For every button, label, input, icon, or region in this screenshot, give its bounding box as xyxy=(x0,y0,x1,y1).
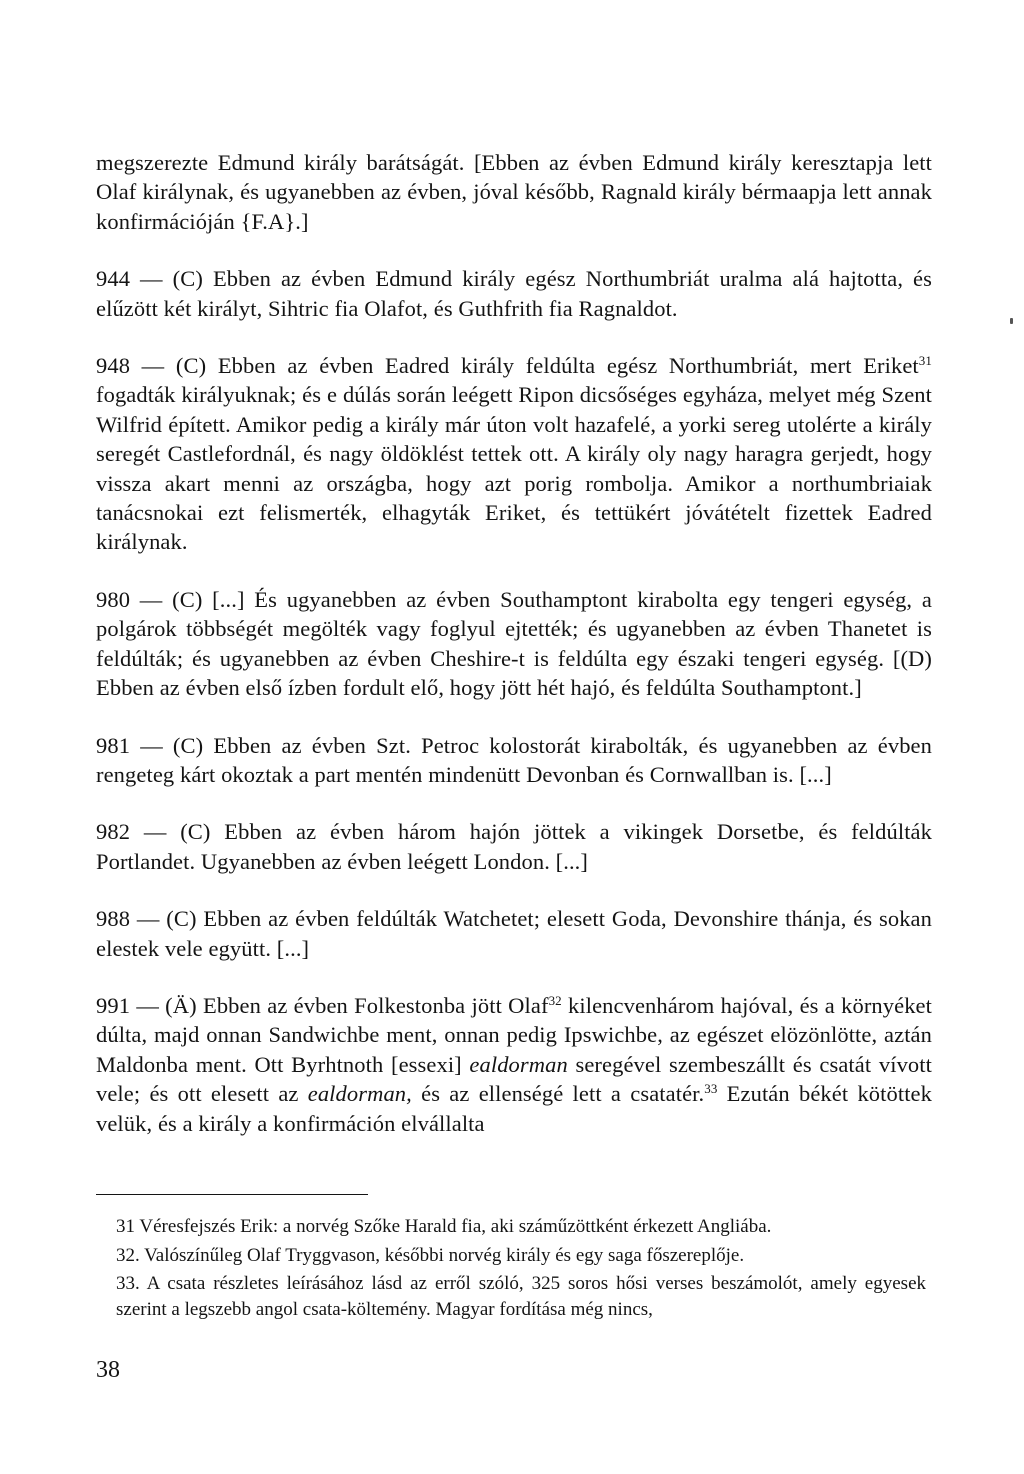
page-number: 38 xyxy=(96,1357,120,1383)
entry-991 xyxy=(96,991,932,1138)
footnote-ref-31: 31 xyxy=(918,353,932,369)
entry-944: 944 — (C) Ebben az évben Edmund király egész Northumbriát uralma alá hajtotta, és elűzött két királyt, Sihtric fia Olafot, és Guthfrith fia Ragnaldot. xyxy=(96,266,932,321)
footnote-32: 32. Valószínűleg Olaf Tryggvason, későbbi norvég király és egy saga főszereplője. xyxy=(116,1244,745,1266)
entry-991-text-a: 991 — (Ä) Ebben az évben Folkestonba jött Olaf xyxy=(96,992,549,1018)
entry-948-text-b: fogadták királyuknak; és e dúlás során leégett Ripon dicsőséges egyháza, melyet még Szent Wilfrid épített. Amikor pedig a király már úton volt hazafelé, a yorki sereg utolérte a király seregét Castlefordnál, és nagy öldöklést tettek ott. A király oly nagy haragra gerjedt, hogy vissza akart menni az országba, hogy azt porig rombolja. Amikor a northumbriaiak tanácsnokai ezt felismerték, elhagyták Eriket, és tettükért jóvátételt fizettek Eadred királynak. xyxy=(96,382,932,555)
footnote-33: 33. A csata részletes leírásához lásd az erről szóló, 325 soros hősi verses beszámolót, amely egyesek szerint a legszebb angol csata-költemény. Magyar fordítása még nincs, xyxy=(116,1273,926,1320)
continuation-paragraph: megszerezte Edmund király barátságát. [Ebben az évben Edmund király keresztapja lett Olaf királynak, és ugyanebben az évben, jóval később, Ragnald király bérmaapja lett annak konfirmációján {F.A}.] xyxy=(96,150,932,234)
footnote-ref-33: 33 xyxy=(704,1081,718,1097)
scan-speck xyxy=(1010,318,1013,324)
entry-982: 982 — (C) Ebben az évben három hajón jöttek a vikingek Dorsetbe, és feldúlták Portlandet. Ugyanebben az évben leégett London. [...] xyxy=(96,819,932,874)
main-text xyxy=(96,148,932,1138)
entry-948-text-a: 948 — (C) Ebben az évben Eadred király feldúlta egész Northumbriát, mert Eriket xyxy=(96,353,919,379)
entry-988: 988 — (C) Ebben az évben feldúlták Watchetet; elesett Goda, Devonshire thánja, és sokan elestek vele együtt. [...] xyxy=(96,906,932,961)
entry-991-text-b: kilencvenhárom hajóval, és a környéket dúlta, majd onnan Sandwichbe ment, onnan pedig Ipswichbe, az egészet elözönlötte, aztán Maldonba ment. Ott Byrhtnoth [essexi] xyxy=(96,992,932,1077)
italic-term-ealdorman-2: ealdorman, xyxy=(307,1081,412,1107)
entry-948 xyxy=(96,351,932,557)
footnotes xyxy=(116,1214,926,1325)
italic-term-ealdorman: ealdorman xyxy=(469,1051,568,1077)
footnote-divider xyxy=(96,1194,368,1195)
entry-991-text-c: seregével szembeszállt és csatát vívott vele; és ott elesett az xyxy=(96,1051,932,1107)
entry-980: 980 — (C) [...] És ugyanebben az évben Southamptont kirabolta egy tengeri egység, a polgárok többségét megölték vagy foglyul ejtették; és ugyanebben az évben Thanetet is feldúlták; és ugyanebben az évben Cheshire-t is feldúlta egy északi tengeri egység. [(D) Ebben az évben első ízben fordult elő, hogy jött hét hajó, és feldúlta Southamptont.] xyxy=(96,586,932,701)
entry-991-text-d: és az ellenségé lett a csatatér. xyxy=(411,1081,705,1107)
footnote-31: 31 Véresfejszés Erik: a norvég Szőke Harald fia, aki száműzöttként érkezett Angliába. xyxy=(116,1216,772,1237)
entry-981: 981 — (C) Ebben az évben Szt. Petroc kolostorát kirabolták, és ugyanebben az évben rengeteg kárt okoztak a part mentén mindenütt Devonban és Cornwallban is. [...] xyxy=(96,732,932,787)
entry-991-text-e: Ezután békét kötöttek velük, és a király a konfirmáción elvállalta xyxy=(96,1081,932,1136)
footnote-ref-32: 32 xyxy=(548,992,562,1008)
